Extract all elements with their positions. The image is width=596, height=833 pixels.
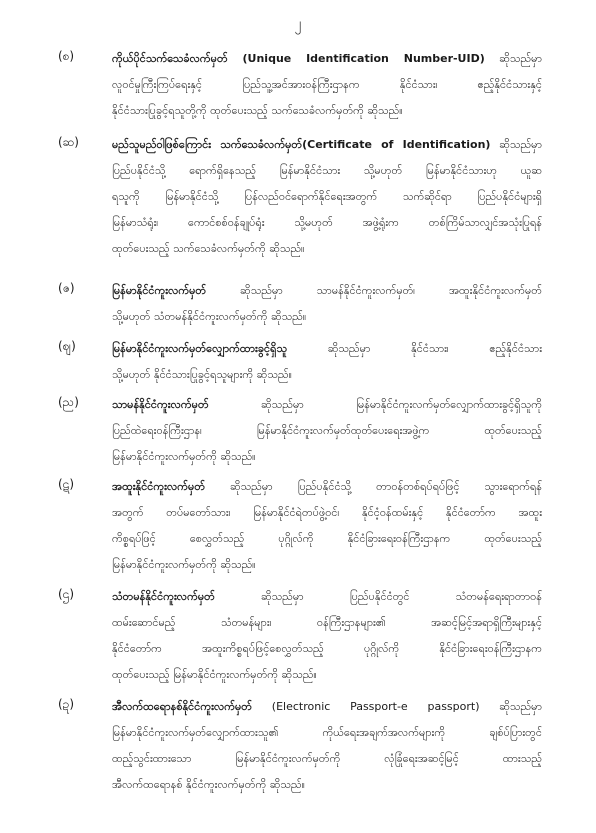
definition-line: သို့မဟုတ် နိုင်ငံသားပြုခွင့်ရသူများကို ဆိုသည်။ (112, 368, 292, 381)
definition-line: သို့မဟုတ် သံတမန်နိုင်ငံကူးလက်မှတ်ကို ဆိုသည်။ (112, 310, 307, 323)
item-marker: (စ) (58, 49, 75, 63)
definition-line: သံတမန်နိုင်ငံကူးလက်မှတ် ဆိုသည်မှာ ပြည်ပနိုင်ငံတွင် သံတမန်ရေးရာတာဝန် (112, 590, 542, 603)
definition-line: ရသူကို မြန်မာနိုင်ငံသို့ ပြန်လည်ဝင်ရောက်နိုင်ရေးအတွက် သက်ဆိုင်ရာ ပြည်ပနိုင်ငံများရှိ (112, 190, 542, 203)
definition-line: သာမန်နိုင်ငံကူးလက်မှတ် ဆိုသည်မှာ မြန်မာနိုင်ငံကူးလက်မှတ်လျှောက်ထားခွင့်ရှိသူကို (112, 398, 542, 411)
definition-line: မြန်မာသံရုံး၊ ကောင်စစ်ဝန်ချုပ်ရုံး သို့မဟုတ် အဖွဲ့ရုံးက တစ်ကြိမ်သာလျှင်အသုံးပြုရန် (112, 216, 542, 229)
definition-line: ကိုယ်ပိုင်သက်သေခံလက်မှတ် (Unique Identification Number-UID) ဆိုသည်မှာ (112, 52, 542, 65)
definition-term: အီလက်ထရောနစ်နိုင်ငံကူးလက်မှတ် (112, 700, 253, 713)
definition-term: သာမန်နိုင်ငံကူးလက်မှတ် (112, 398, 209, 411)
definition-line: လူဝင်မှုကြီးကြပ်ရေးနှင့် ပြည်သူ့အင်အားဝန်ကြီးဌာနက နိုင်ငံသား၊ ဧည့်နိုင်ငံသားနှင့် (112, 78, 542, 91)
definition-text (112, 336, 542, 388)
definition-text (112, 392, 542, 470)
item-marker: (ဈ) (58, 339, 76, 353)
definition-term: မြန်မာနိုင်ငံကူးလက်မှတ် (112, 284, 207, 297)
item-marker: (ဇ) (58, 281, 75, 295)
definition-line: နိုင်ငံသားပြုခွင့်ရသူတို့ကို ထုတ်ပေးသည့် သက်သေခံလက်မှတ်ကို ဆိုသည်။ (112, 104, 403, 117)
item-marker: (ည) (58, 395, 79, 409)
definition-term: အထူးနိုင်ငံကူးလက်မှတ် (112, 480, 206, 493)
definition-line: အီလက်ထရောနစ်နိုင်ငံကူးလက်မှတ် (Electronic Passport-e passport) ဆိုသည်မှာ (112, 700, 542, 713)
definition-term: မည်သူမည်ဝါဖြစ်ကြောင်း သက်သေခံလက်မှတ်(Certificate of Identification) (112, 138, 491, 151)
item-marker: (ဍ) (58, 697, 75, 711)
definition-line: ထည့်သွင်းထားသော မြန်မာနိုင်ငံကူးလက်မှတ်ကို လုံခြုံရေးအဆင့်မြင့် ထားသည့် (112, 752, 542, 765)
definition-line: မည်သူမည်ဝါဖြစ်ကြောင်း သက်သေခံလက်မှတ်(Certificate of Identification) ဆိုသည်မှာ (112, 138, 542, 151)
definition-line: ထုတ်ပေးသည့် သက်သေခံလက်မှတ်ကို ဆိုသည်။ (112, 242, 305, 255)
definition-line: မြန်မာနိုင်ငံကူးလက်မှတ်ကို ဆိုသည်။ (112, 558, 256, 571)
definition-line: အတွက် တပ်မတော်သား၊ မြန်မာနိုင်ငံရဲတပ်ဖွဲ့ဝင်၊ နိုင်ငံ့ဝန်ထမ်းနှင့် နိုင်ငံတော်က အထူး (112, 506, 542, 519)
definition-line: ပြည်ပနိုင်ငံသို့ ရောက်ရှိနေသည့် မြန်မာနိုင်ငံသား သို့မဟုတ် မြန်မာနိုင်ငံသားဟု ယူဆ (112, 164, 542, 177)
definition-term: ကိုယ်ပိုင်သက်သေခံလက်မှတ် (Unique Identification Number-UID) (112, 52, 485, 65)
definition-line: မြန်မာနိုင်ငံကူးလက်မှတ်လျှောက်ထားခွင့်ရှိသူ ဆိုသည်မှာ နိုင်ငံသား၊ ဧည့်နိုင်ငံသား (112, 342, 542, 355)
definition-text (112, 132, 542, 262)
definition-text (112, 694, 542, 798)
definition-line: ထမ်းဆောင်မည့် သံတမန်များ၊ ဝန်ကြီးဌာနများ၏ အဆင့်မြင့်အရာရှိကြီးများနှင့် (112, 616, 542, 629)
definition-line: အထူးနိုင်ငံကူးလက်မှတ် ဆိုသည်မှာ ပြည်ပနိုင်ငံသို့ တာဝန်တစ်ရပ်ရပ်ဖြင့် သွားရောက်ရန် (112, 480, 542, 493)
definition-line: ထုတ်ပေးသည့် မြန်မာနိုင်ငံကူးလက်မှတ်ကို ဆိုသည်။ (112, 668, 317, 681)
item-marker: (ဋ) (58, 477, 75, 491)
item-marker: (ဌ) (58, 587, 75, 601)
definition-line: ပြည်ထဲရေးဝန်ကြီးဌာန၊ မြန်မာနိုင်ငံကူးလက်မှတ်ထုတ်ပေးရေးအဖွဲ့က ထုတ်ပေးသည့် (112, 424, 542, 437)
definition-text (112, 278, 542, 330)
definition-text (112, 46, 542, 124)
definition-term: မြန်မာနိုင်ငံကူးလက်မှတ်လျှောက်ထားခွင့်ရှိသူ (112, 342, 288, 355)
definition-line: နိုင်ငံတော်က အထူးကိစ္စရပ်ဖြင့်စေလွှတ်သည့် ပုဂ္ဂိုလ်ကို နိုင်ငံခြားရေးဝန်ကြီးဌာနက (112, 642, 542, 655)
definition-line: မြန်မာနိုင်ငံကူးလက်မှတ်လျှောက်ထားသူ၏ ကိုယ်ရေးအချက်အလက်များကို ချစ်ပ်ပြားတွင် (112, 726, 542, 739)
definition-line: မြန်မာနိုင်ငံကူးလက်မှတ်ကို ဆိုသည်။ (112, 450, 256, 463)
definition-line: ကိစ္စရပ်ဖြင့် စေလွှတ်သည့် ပုဂ္ဂိုလ်ကို နိုင်ငံခြားရေးဝန်ကြီးဌာနက ထုတ်ပေးသည့် (112, 532, 542, 545)
definition-text (112, 474, 542, 578)
definition-line: မြန်မာနိုင်ငံကူးလက်မှတ် ဆိုသည်မှာ သာမန်နိုင်ငံကူးလက်မှတ်၊ အထူးနိုင်ငံကူးလက်မှတ် (112, 284, 542, 297)
definition-line: အီလက်ထရောနစ် နိုင်ငံကူးလက်မှတ်ကို ဆိုသည်။ (112, 778, 306, 791)
definition-term: သံတမန်နိုင်ငံကူးလက်မှတ် (112, 590, 215, 603)
definition-text (112, 584, 542, 688)
page-number: ၂ (294, 16, 302, 32)
item-marker: (ဆ) (58, 135, 79, 149)
